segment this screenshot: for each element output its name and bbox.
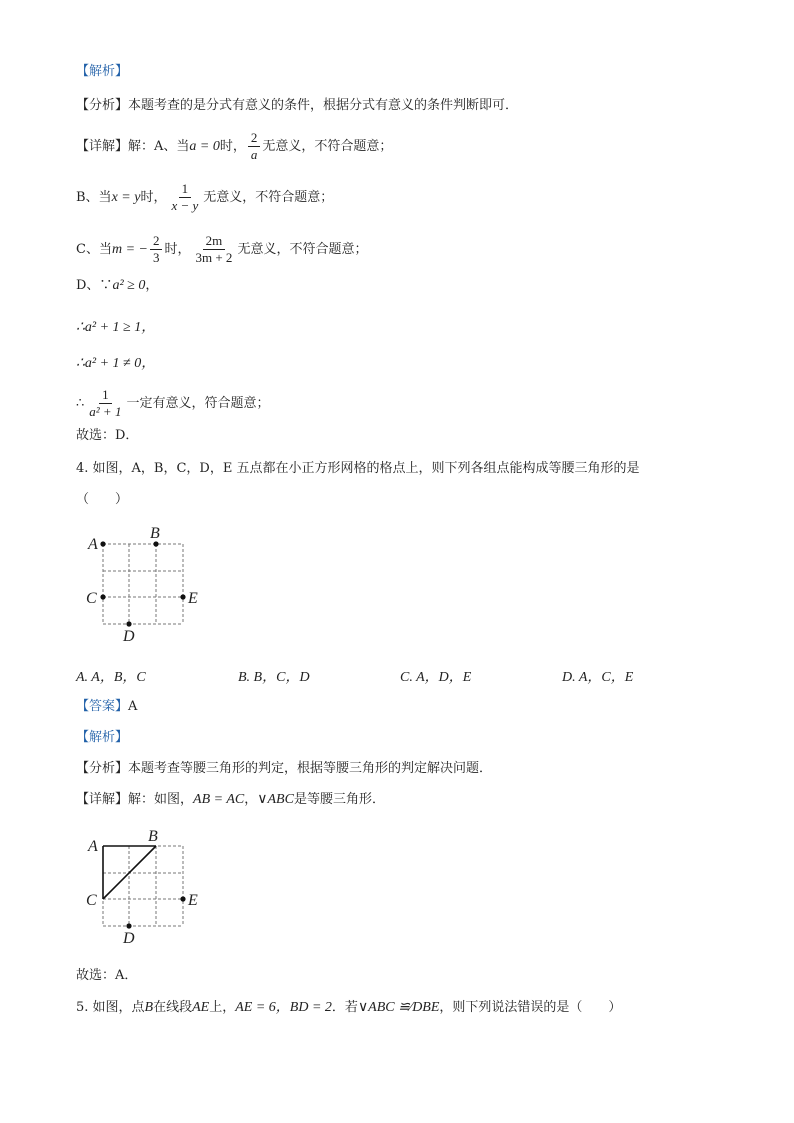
answer-choice-2: 故选：A． bbox=[76, 968, 138, 983]
solution-label-d: D bbox=[123, 930, 135, 947]
fraction-c bbox=[192, 233, 235, 266]
analysis-text: 本题考查的是分式有意义的条件，根据分式有意义的条件判断即可． bbox=[128, 98, 519, 113]
detail-conclusion-2: 是等腰三角形． bbox=[293, 792, 385, 807]
option-c-prefix: C、当 bbox=[76, 242, 112, 257]
answer-line bbox=[76, 697, 137, 717]
solution-label-a: A bbox=[88, 838, 98, 855]
option-d-expression: a² ≥ 0 bbox=[112, 278, 146, 293]
fraction-c-denominator: 3m + 2 bbox=[195, 250, 233, 265]
question-4-paren: （ ） bbox=[76, 492, 129, 507]
fraction-step-3-denominator: a² + 1 bbox=[89, 404, 122, 419]
fraction-b bbox=[168, 181, 201, 214]
option-b-prefix: B、当 bbox=[76, 190, 112, 205]
detail-line-b bbox=[76, 181, 333, 214]
q5-mid2: 上， bbox=[209, 1000, 236, 1015]
question-4-grid-figure bbox=[80, 524, 210, 646]
step-3 bbox=[76, 387, 269, 420]
solution-label-b: B bbox=[148, 828, 158, 845]
option-a-condition: a = 0 bbox=[189, 139, 220, 154]
point-a bbox=[100, 541, 105, 546]
fraction-b-numerator: 1 bbox=[179, 181, 192, 198]
analysis-tag: 【分析】 bbox=[76, 98, 129, 113]
point-b bbox=[153, 541, 158, 546]
step-2: ∴a² + 1 ≠ 0， bbox=[76, 356, 156, 371]
q5-suffix: ，则下列说法错误的是（ ） bbox=[439, 1000, 622, 1015]
detail-line-a bbox=[76, 130, 392, 163]
point-c bbox=[100, 594, 105, 599]
detail-line-c bbox=[76, 233, 367, 266]
option-b-condition: x = y bbox=[111, 190, 141, 205]
option-b: B. B，C，D bbox=[238, 670, 310, 685]
question-5-stem bbox=[76, 998, 621, 1018]
option-d: D. A，C，E bbox=[562, 670, 634, 685]
jiexi-heading-2: 【解析】 bbox=[76, 730, 129, 745]
detail-tag-2: 【详解】 bbox=[76, 792, 129, 807]
solution-point-e bbox=[180, 896, 185, 901]
q5-point-b: B bbox=[144, 1000, 154, 1015]
step-3-conclusion: 一定有意义，符合题意； bbox=[126, 396, 270, 411]
step-3-prefix: ∴ bbox=[76, 396, 85, 411]
analysis-line-2 bbox=[76, 759, 492, 779]
detail-line-d bbox=[76, 276, 158, 296]
fraction-c-numerator: 2m bbox=[203, 233, 226, 250]
step-1: ∴a² + 1 ≥ 1， bbox=[76, 320, 156, 335]
answer-value: A bbox=[128, 699, 138, 714]
analysis-tag-2: 【分析】 bbox=[76, 761, 129, 776]
fraction-b-denominator: x − y bbox=[171, 198, 199, 213]
fraction-c-cond-numerator: 2 bbox=[150, 233, 163, 250]
fraction-step-3-numerator: 1 bbox=[99, 387, 112, 404]
fraction-c-cond bbox=[150, 233, 163, 266]
q5-mid: 在线段 bbox=[153, 1000, 193, 1015]
question-4-stem: 4. 如图，A，B，C，D，E 五点都在小正方形网格的格点上，则下列各组点能构成等腰三角形的是 bbox=[76, 461, 640, 476]
option-c-mid: 时， bbox=[164, 242, 191, 257]
answer-choice-1: 故选：D． bbox=[76, 428, 139, 443]
detail-expression-2: AB = AC bbox=[193, 792, 245, 807]
detail-tag: 【详解】 bbox=[76, 139, 129, 154]
answer-tag: 【答案】 bbox=[76, 699, 129, 714]
option-d-prefix: D、∵ bbox=[76, 278, 113, 293]
option-a: A. A，B，C bbox=[76, 670, 146, 685]
option-b-conclusion: 无意义，不符合题意； bbox=[203, 190, 334, 205]
option-a-mid: 时， bbox=[219, 139, 246, 154]
label-b: B bbox=[150, 525, 160, 542]
solution-grid-figure bbox=[80, 826, 210, 948]
option-c-conclusion: 无意义，不符合题意； bbox=[237, 242, 368, 257]
solution-label-c: C bbox=[86, 892, 97, 909]
detail-line-2 bbox=[76, 790, 385, 810]
fraction-c-cond-denominator: 3 bbox=[152, 250, 160, 265]
q5-segment: AE bbox=[192, 1000, 210, 1015]
detail-mid-2: ， bbox=[244, 792, 258, 807]
option-a-conclusion: 无意义，不符合题意； bbox=[262, 139, 393, 154]
fraction-a-numerator: 2 bbox=[248, 130, 261, 147]
fraction-a-denominator: a bbox=[250, 147, 258, 162]
solution-label-e: E bbox=[188, 892, 198, 909]
analysis-text-2: 本题考查等腰三角形的判定，根据等腰三角形的判定解决问题． bbox=[128, 761, 493, 776]
option-d-post: ， bbox=[145, 278, 159, 293]
option-c: C. A，D，E bbox=[400, 670, 472, 685]
fraction-step-3 bbox=[86, 387, 124, 420]
point-d bbox=[126, 621, 131, 626]
detail-prefix-2: 解：如图， bbox=[128, 792, 194, 807]
option-b-mid: 时， bbox=[140, 190, 167, 205]
fraction-a bbox=[248, 130, 261, 163]
label-c: C bbox=[86, 590, 97, 607]
detail-triangle-2: ∨ABC bbox=[257, 792, 294, 807]
grid-lines bbox=[103, 544, 183, 624]
option-c-condition: m = − bbox=[111, 242, 148, 257]
jiexi-heading: 【解析】 bbox=[76, 64, 129, 79]
solution-point-d bbox=[126, 923, 131, 928]
option-a-prefix: 解：A、当 bbox=[128, 139, 190, 154]
label-d: D bbox=[123, 628, 135, 645]
label-a: A bbox=[88, 536, 98, 553]
q5-congruence: ∨ABC ≌∕DBE bbox=[357, 1000, 440, 1015]
q5-mid3: ．若 bbox=[331, 1000, 358, 1015]
analysis-line bbox=[76, 96, 518, 116]
point-e bbox=[180, 594, 185, 599]
q5-values: AE = 6，BD = 2 bbox=[235, 1000, 332, 1015]
label-e: E bbox=[188, 590, 198, 607]
q5-prefix: 5. 如图，点 bbox=[76, 1000, 145, 1015]
